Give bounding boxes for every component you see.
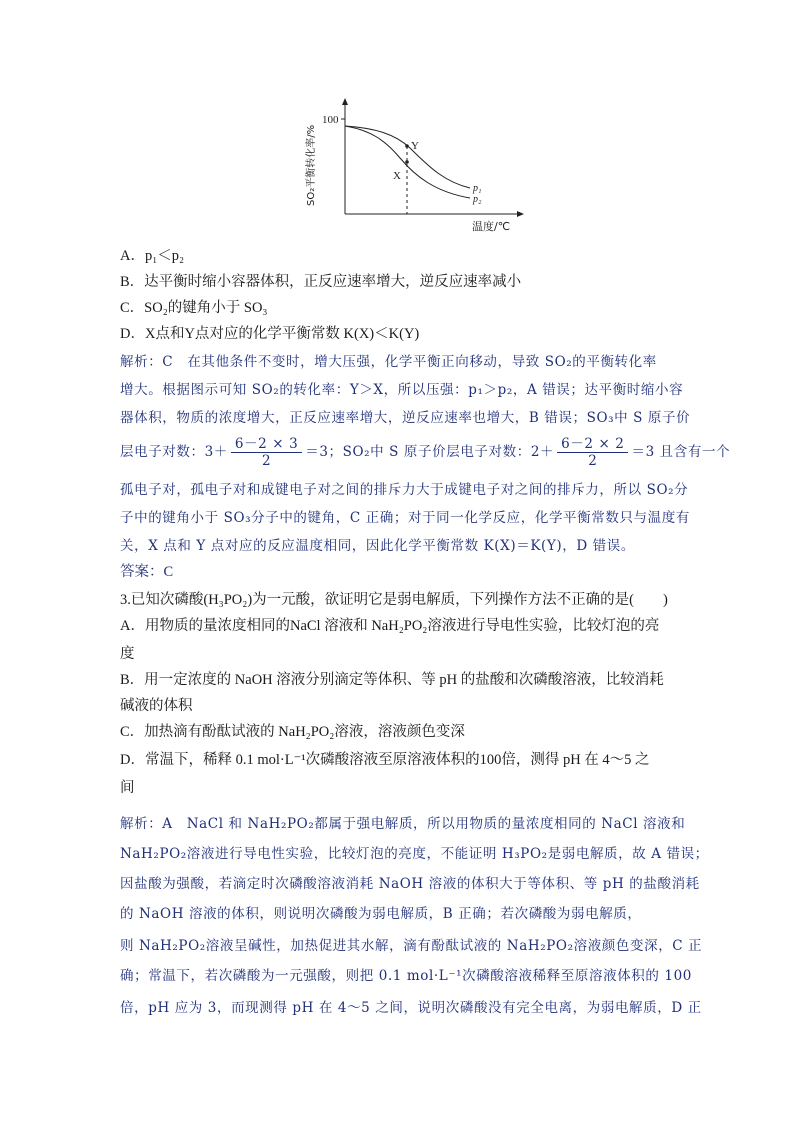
q2-l4-part-b: ＝3；SO₂中 S 原子价层电子对数：2＋ [305, 444, 555, 460]
q2-analysis-line-2: 增大。根据图示可知 SO₂的转化率：Y＞X，所以压强：p₁＞p₂，A 错误；达平衡时缩小容 [120, 382, 684, 398]
q2-analysis-line-5: 孤电子对，孤电子对和成键电子对之间的排斥力大于成键电子对之间的排斥力，所以 SO₂分 [120, 482, 689, 498]
q2-l4-part-a: 层电子对数：3＋ [120, 444, 228, 460]
fraction-so3-numerator: 6－2 × 3 [231, 436, 302, 453]
q3-option-d-line-1: D．常温下，稀释 0.1 mol·L⁻¹次磷酸溶液至原溶液体积的100倍，测得 pH 在 4～5 之 [120, 752, 650, 768]
x-axis-label: 温度/℃ [472, 220, 511, 233]
q2-option-b: B．达平衡时缩小容器体积，正反应速率增大，逆反应速率减小 [120, 274, 522, 290]
q2-analysis-line-1: 解析：C 在其他条件不变时，增大压强，化学平衡正向移动，导致 SO₂的平衡转化率 [120, 354, 657, 370]
q3-analysis-line-1: 解析：A NaCl 和 NaH₂PO₂都属于强电解质，所以用物质的量浓度相同的 NaCl 溶液和 [120, 816, 686, 832]
q2-analysis-line-4 [120, 436, 731, 469]
q2-answer: 答案：C [120, 564, 174, 580]
y-axis-label: SO₂平衡转化率/% [306, 124, 317, 206]
q2-analysis-line-3: 器体积，物质的浓度增大，正反应速率增大，逆反应速率也增大，B 错误；SO₃中 S 原子价 [120, 410, 691, 426]
q3-analysis-line-6: 确；常温下，若次磷酸为一元强酸，则把 0.1 mol·L⁻¹次磷酸溶液稀释至原溶液体积的 100 [120, 968, 692, 984]
q3-option-b-line-2: 碱液的体积 [120, 698, 193, 714]
q3-option-b-line-1: B．用一定浓度的 NaOH 溶液分别滴定等体积、等 pH 的盐酸和次磷酸溶液，比较消耗 [120, 672, 664, 688]
fraction-so2-denominator: 2 [588, 453, 598, 469]
q2-option-c: C．SO₂的键角小于 SO₃ [120, 300, 268, 316]
q3-analysis-line-7: 倍，pH 应为 3，而现测得 pH 在 4～5 之间，说明次磷酸没有完全电离，为弱电解质，D 正 [120, 1000, 702, 1016]
y-tick-100: 100 [322, 114, 339, 126]
point-y-label: Y [411, 140, 419, 152]
q3-analysis-line-4: 的 NaOH 溶液的体积，则说明次磷酸为弱电解质，B 正确；若次磷酸为弱电解质， [120, 906, 642, 922]
fraction-so3-denominator: 2 [261, 453, 272, 469]
q3-analysis-line-5: 则 NaH₂PO₂溶液呈碱性，加热促进其水解，滴有酚酞试液的 NaH₂PO₂溶液颜色变深，C 正 [120, 938, 703, 954]
point-x-label: X [393, 170, 401, 182]
fraction-so3 [231, 436, 302, 469]
q2-l4-part-c: ＝3 且含有一个 [631, 444, 731, 460]
curve-p1-label: p₁ [473, 183, 482, 194]
q3-stem: 3.已知次磷酸(H₃PO₂)为一元酸，欲证明它是弱电解质，下列操作方法不正确的是( ) [120, 592, 668, 608]
point-y-marker [405, 144, 409, 148]
q3-analysis-line-2: NaH₂PO₂溶液进行导电性实验，比较灯泡的亮度，不能证明 H₃PO₂是弱电解质，故 A 错误； [120, 846, 709, 862]
q3-option-c: C．加热滴有酚酞试液的 NaH₂PO₂溶液，溶液颜色变深 [120, 724, 465, 740]
q2-analysis-line-7: 关，X 点和 Y 点对应的反应温度相同，因此化学平衡常数 K(X)＝K(Y)，D 错误。 [120, 538, 635, 554]
fraction-so2 [557, 436, 628, 469]
q2-analysis-line-6: 子中的键角小于 SO₃分子中的键角，C 正确；对于同一化学反应，化学平衡常数只与温度有 [120, 510, 690, 526]
point-x-marker [405, 160, 409, 164]
q3-option-d-line-2: 间 [120, 780, 135, 796]
fraction-so2-numerator: 6－2 × 2 [557, 436, 628, 453]
q3-option-a-line-2: 度 [120, 646, 135, 662]
q3-option-a-line-1: A．用物质的量浓度相同的NaCl 溶液和 NaH₂PO₂溶液进行导电性实验，比较灯泡的亮 [120, 618, 660, 634]
conversion-figure [300, 96, 530, 236]
figure-axes [341, 98, 524, 217]
q2-option-a: A．p₁＜p₂ [120, 248, 185, 264]
q2-option-d: D．X点和Y点对应的化学平衡常数 K(X)＜K(Y) [120, 326, 420, 342]
q3-analysis-line-3: 因盐酸为强酸，若滴定时次磷酸溶液消耗 NaOH 溶液的体积大于等体积、等 pH 的盐酸消耗 [120, 876, 700, 892]
curve-p2-label: p₂ [473, 194, 482, 205]
